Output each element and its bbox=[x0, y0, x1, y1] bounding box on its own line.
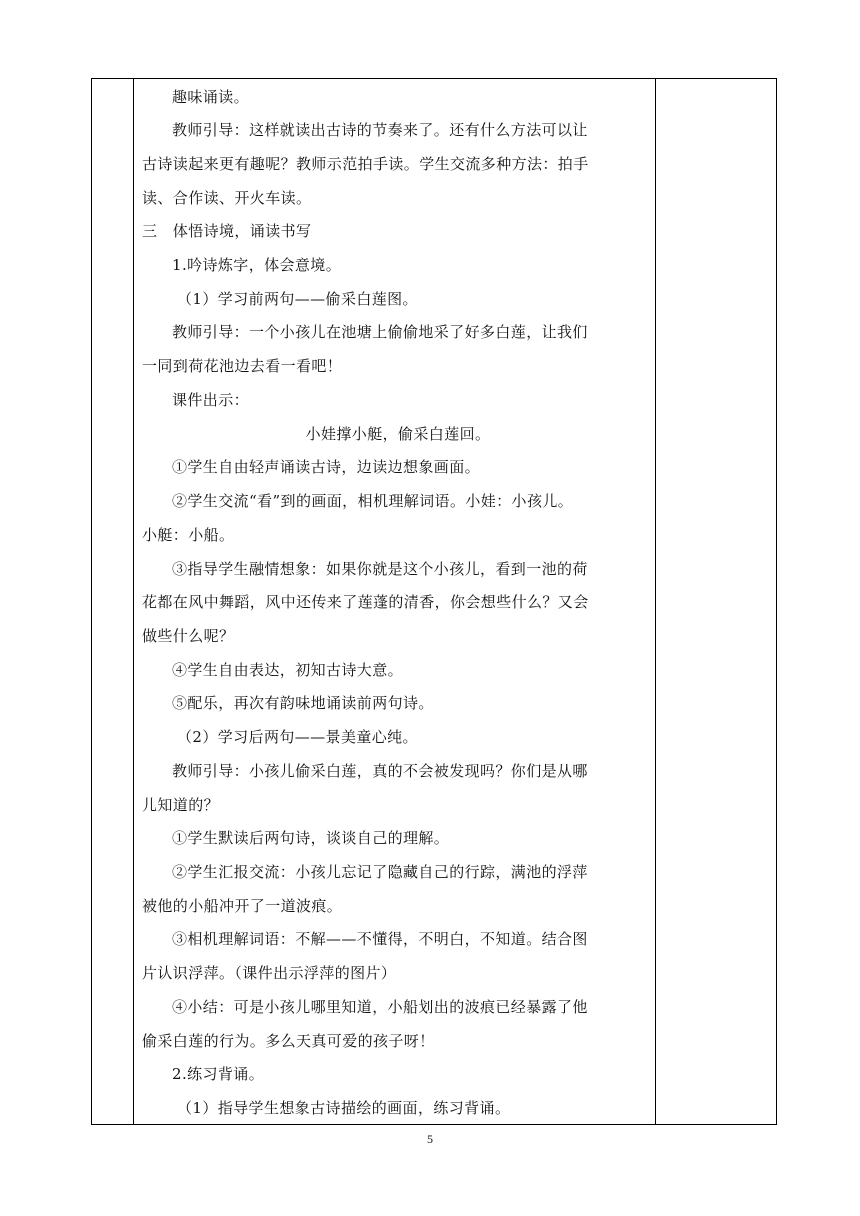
table-column-divider-2 bbox=[655, 78, 656, 1125]
paragraph-line: 被他的小船冲开了一道波痕。 bbox=[142, 897, 343, 915]
paragraph-line: 教师引导：这样就读出古诗的节奏来了。还有什么方法可以让 bbox=[172, 121, 588, 139]
paragraph-line: ⑤配乐，再次有韵味地诵读前两句诗。 bbox=[172, 694, 434, 712]
paragraph-line: ④学生自由表达，初知古诗大意。 bbox=[172, 661, 404, 679]
paragraph-line: ③相机理解词语：不解——不懂得，不明白，不知道。结合图 bbox=[172, 930, 588, 948]
paragraph-line: 做些什么呢？ bbox=[142, 627, 235, 645]
page-number: 5 bbox=[427, 1132, 433, 1146]
paragraph-line: 古诗读起来更有趣呢？教师示范拍手读。学生交流多种方法：拍手 bbox=[142, 155, 589, 173]
paragraph-line: 儿知道的？ bbox=[142, 796, 220, 814]
paragraph-line: 课件出示： bbox=[172, 391, 250, 409]
paragraph-line: ②学生交流“看”到的画面，相机理解词语。小娃：小孩儿。 bbox=[172, 492, 574, 510]
paragraph-line: 读、合作读、开火车读。 bbox=[142, 189, 312, 207]
paragraph-line: 偷采白莲的行为。多么天真可爱的孩子呀！ bbox=[142, 1032, 435, 1050]
paragraph-line: 教师引导：小孩儿偷采白莲，真的不会被发现吗？你们是从哪 bbox=[172, 762, 588, 780]
table-right-border bbox=[776, 78, 777, 1125]
paragraph-line: ③指导学生融情想象：如果你就是这个小孩儿，看到一池的荷 bbox=[172, 560, 588, 578]
paragraph-line: （1）指导学生想象古诗描绘的画面，练习背诵。 bbox=[177, 1099, 511, 1117]
paragraph-line: ①学生默读后两句诗，谈谈自己的理解。 bbox=[172, 829, 450, 847]
paragraph-line: 趣味诵读。 bbox=[172, 88, 250, 106]
subsection-heading: 1.吟诗炼字，体会意境。 bbox=[172, 256, 342, 274]
paragraph-line: 花都在风中舞蹈，风中还传来了莲蓬的清香，你会想些什么？又会 bbox=[142, 593, 589, 611]
paragraph-line: ④小结：可是小孩儿哪里知道，小船划出的波痕已经暴露了他 bbox=[172, 998, 588, 1016]
paragraph-line: 小艇：小船。 bbox=[142, 526, 235, 544]
subsection-heading: （1）学习前两句——偷采白莲图。 bbox=[177, 290, 418, 308]
table-column-divider-1 bbox=[133, 78, 134, 1125]
table-left-border bbox=[91, 78, 92, 1125]
section-heading: 三 体悟诗境，诵读书写 bbox=[142, 222, 312, 240]
paragraph-line: 片认识浮萍。（课件出示浮萍的图片） bbox=[142, 964, 397, 982]
paragraph-line: 教师引导：一个小孩儿在池塘上偷偷地采了好多白莲，让我们 bbox=[172, 323, 588, 341]
paragraph-line: ①学生自由轻声诵读古诗，边读边想象画面。 bbox=[172, 458, 481, 476]
subsection-heading: （2）学习后两句——景美童心纯。 bbox=[177, 728, 418, 746]
poem-line: 小娃撑小艇，偷采白莲回。 bbox=[305, 425, 491, 443]
subsection-heading: 2.练习背诵。 bbox=[172, 1065, 265, 1083]
paragraph-line: ②学生汇报交流：小孩儿忘记了隐藏自己的行踪，满池的浮萍 bbox=[172, 863, 588, 881]
paragraph-line: 一同到荷花池边去看一看吧！ bbox=[142, 357, 343, 375]
